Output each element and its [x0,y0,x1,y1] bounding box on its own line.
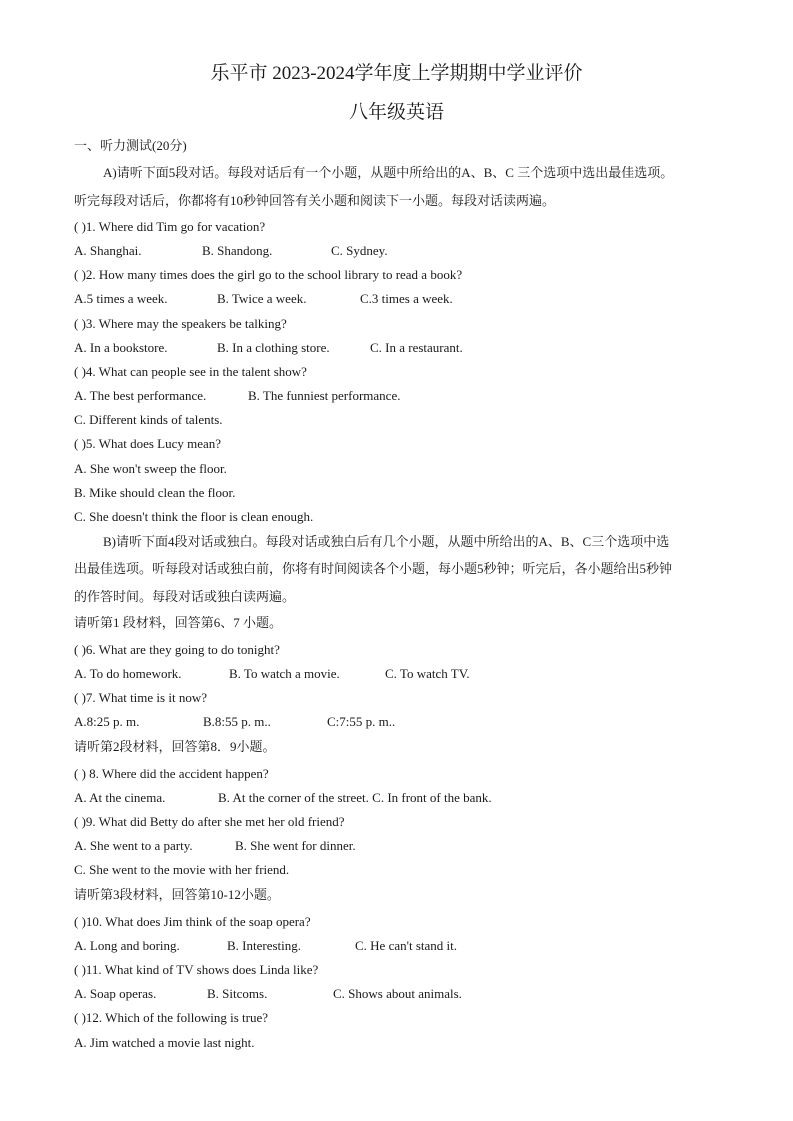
question-5-stem: ( )5. What does Lucy mean? [74,436,222,451]
question-11-option-a: A. Soap operas. [74,986,157,1001]
question-1-option-a: A. Shanghai. [74,243,142,258]
question-8-stem: ( ) 8. Where did the accident happen? [74,766,269,781]
question-6-stem: ( )6. What are they going to do tonight? [74,642,280,657]
question-2-option-a: A.5 times a week. [74,291,168,306]
question-12-stem: ( )12. Which of the following is true? [74,1010,268,1025]
question-7-option-c: C:7:55 p. m.. [327,714,396,729]
question-8-option-b-c: B. At the corner of the street. C. In front of the bank. [218,790,492,805]
question-1-option-b: B. Shandong. [202,243,273,258]
question-6-option-a: A. To do homework. [74,666,182,681]
question-1-stem: ( )1. Where did Tim go for vacation? [74,219,266,234]
question-10-option-b: B. Interesting. [227,938,302,953]
part-a-instructions-2: 听完每段对话后，你都将有10秒钟回答有关小题和阅读下一小题。每段对话读两遍。 [74,193,556,208]
question-4-option-a: A. The best performance. [74,388,207,403]
material-1-heading: 请听第1 段材料，回答第6、7 小题。 [74,615,283,630]
question-6-option-c: C. To watch TV. [385,666,470,681]
question-2-stem: ( )2. How many times does the girl go to the school library to read a book? [74,267,463,282]
part-b-instructions-2: 出最佳选项。听每段对话或独白前，你将有时间阅读各个小题，每小题5秒钟；听完后，各小题给出5秒钟 [74,561,673,576]
section-heading: 一、听力测试(20分) [74,138,187,153]
question-11-option-c: C. Shows about animals. [333,986,462,1001]
question-8-option-a: A. At the cinema. [74,790,166,805]
page-title: 乐平市 2023-2024学年度上学期期中学业评价 [210,63,583,84]
question-9-option-b: B. She went for dinner. [235,838,356,853]
question-6-option-b: B. To watch a movie. [229,666,340,681]
question-10-option-c: C. He can't stand it. [355,938,457,953]
question-4-stem: ( )4. What can people see in the talent show? [74,364,307,379]
question-5-option-c: C. She doesn't think the floor is clean enough. [74,509,314,524]
question-5-option-a: A. She won't sweep the floor. [74,461,227,476]
part-b-instructions-1: B)请听下面4段对话或独白。每段对话或独白后有几个小题，从题中所给出的A、B、C三个选项中选 [103,534,670,549]
question-7-stem: ( )7. What time is it now? [74,690,207,705]
question-7-option-a: A.8:25 p. m. [74,714,140,729]
question-4-option-b: B. The funniest performance. [248,388,401,403]
question-4-option-c: C. Different kinds of talents. [74,412,223,427]
question-10-option-a: A. Long and boring. [74,938,180,953]
part-b-instructions-3: 的作答时间。每段对话或独白读两遍。 [74,589,296,604]
page-subtitle: 八年级英语 [348,102,444,123]
question-1-option-c: C. Sydney. [331,243,388,258]
question-2-option-b: B. Twice a week. [217,291,307,306]
question-3-option-c: C. In a restaurant. [370,340,463,355]
question-3-stem: ( )3. Where may the speakers be talking? [74,316,287,331]
part-a-instructions-1: A)请听下面5段对话。每段对话后有一个小题，从题中所给出的A、B、C 三个选项中选出最佳选项。 [103,165,674,180]
question-7-option-b: B.8:55 p. m.. [203,714,271,729]
question-2-option-c: C.3 times a week. [360,291,453,306]
question-9-option-a: A. She went to a party. [74,838,193,853]
question-11-stem: ( )11. What kind of TV shows does Linda like? [74,962,319,977]
question-11-option-b: B. Sitcoms. [207,986,268,1001]
question-9-stem: ( )9. What did Betty do after she met her old friend? [74,814,345,829]
question-3-option-a: A. In a bookstore. [74,340,168,355]
material-2-heading: 请听第2段材料，回答第8．9小题。 [74,739,276,754]
question-3-option-b: B. In a clothing store. [217,340,330,355]
question-9-option-c: C. She went to the movie with her friend. [74,862,290,877]
material-3-heading: 请听第3段材料，回答第10-12小题。 [74,887,280,902]
question-5-option-b: B. Mike should clean the floor. [74,485,236,500]
question-10-stem: ( )10. What does Jim think of the soap opera? [74,914,311,929]
question-12-option-a: A. Jim watched a movie last night. [74,1035,255,1050]
